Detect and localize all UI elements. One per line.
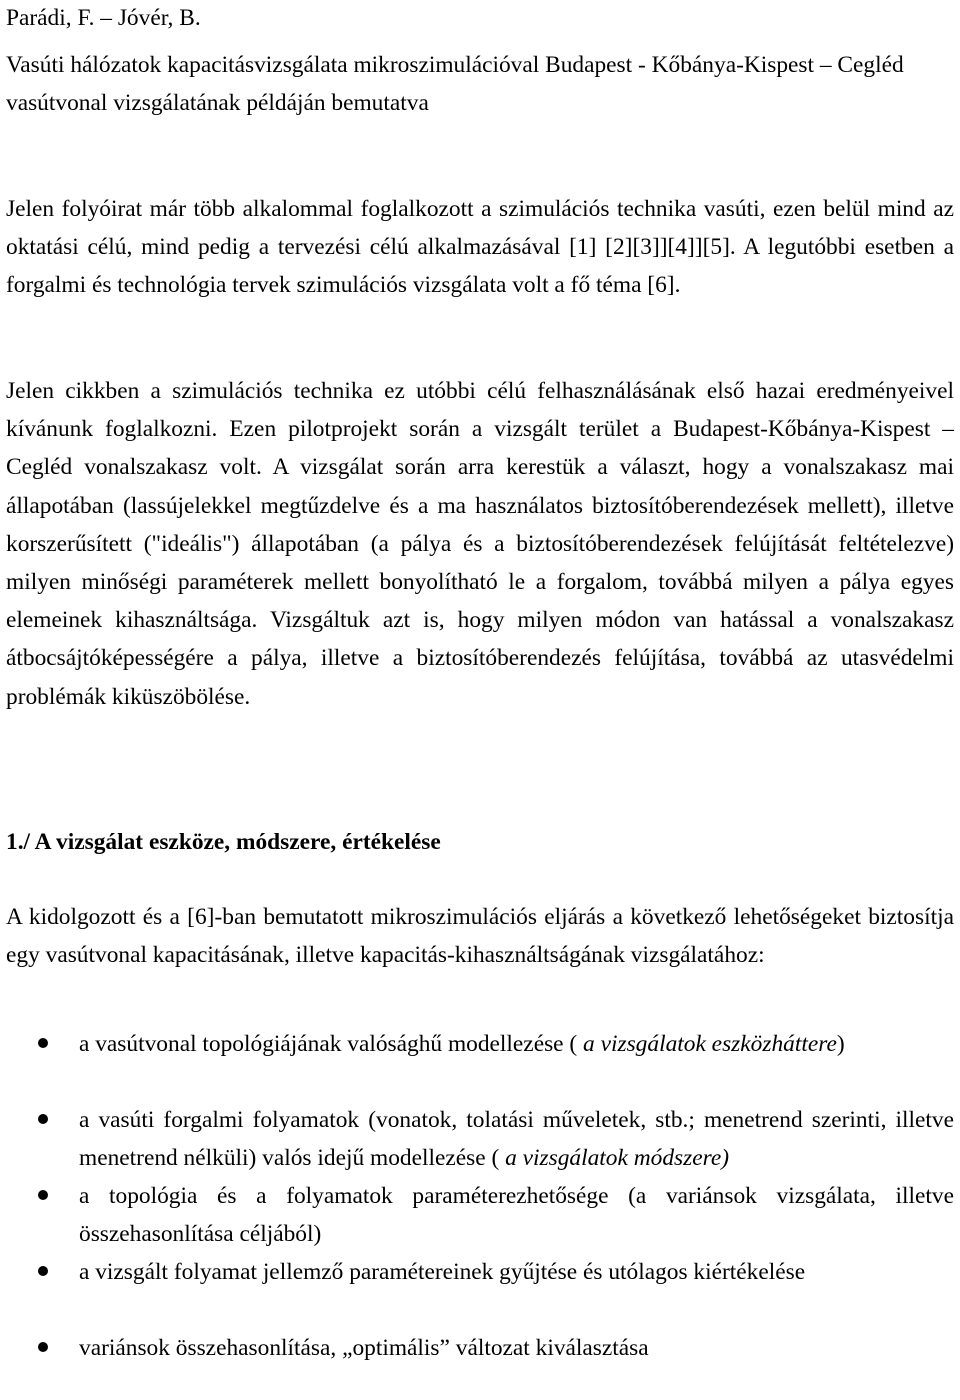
article-title: Vasúti hálózatok kapacitásvizsgálata mikroszimulációval Budapest - Kőbánya-Kispest – Cegléd vasútvonal vizsgálatának példáján bemutatva: [6, 52, 904, 116]
list-item-italic: a vizsgálatok módszere): [505, 1145, 730, 1172]
capability-list: [6, 1025, 954, 1367]
list-item: [6, 1177, 954, 1253]
section-heading: 1./ A vizsgálat eszköze, módszere, értékelése: [6, 829, 441, 855]
bullet-icon: [38, 1114, 48, 1124]
list-item: [6, 1329, 954, 1367]
list-item-text: a vasúti forgalmi folyamatok (vonatok, tolatási műveletek, stb.; menetrend szerinti, illetve menetrend nélküli) valós idejű modellezése (: [79, 1107, 954, 1172]
list-item-text: variánsok összehasonlítása, „optimális” változat kiválasztása: [79, 1335, 649, 1361]
intro-paragraph: Jelen folyóirat már több alkalommal foglalkozott a szimulációs technika vasúti, ezen belül mind az oktatási célú, mind pedig a tervezési célú alkalmazásával [1] [2][3]][4]][5]. A legutóbbi esetben a forgalmi és technológia tervek szimulációs vizsgálata volt a fő téma [6].: [6, 196, 954, 299]
list-item-italic: a vizsgálatok eszközháttere: [583, 1031, 837, 1057]
list-item-text: a vizsgált folyamat jellemző paramétereinek gyűjtése és utólagos kiértékelése: [79, 1259, 806, 1285]
body-paragraph: Jelen cikkben a szimulációs technika ez utóbbi célú felhasználásának első hazai eredményeivel kívánunk foglalkozni. Ezen pilotprojekt során a vizsgált terület a Budapest-Kőbánya-Kispest – Cegléd vonalszakasz volt. A vizsgálat során arra kerestük a választ, hogy a vonalszakasz mai állapotában (lassújelekkel megtűzdelve és a ma használatos biztosítóberendezések mellett), illetve korszerűsített ("ideális") állapotában (a pálya és a biztosítóberendezések felújítását feltételezve) milyen minőségi paraméterek mellett bonyolítható le a forgalom, továbbá milyen a pálya egyes elemeinek kihasználtsága. Vizsgáltuk azt is, hogy milyen módon van hatással a vonalszakasz átbocsájtóképességére a pálya, illetve a biztosítóberendezés felújítása, továbbá az utasvédelmi problémák kiküszöbölése.: [6, 378, 954, 710]
list-item-text: a topológia és a folyamatok paraméterezhetősége (a variánsok vizsgálata, illetve összehasonlítása céljából): [79, 1183, 954, 1248]
list-item: [6, 1101, 954, 1177]
bullet-icon: [38, 1342, 48, 1352]
list-item-text-end: ): [836, 1031, 845, 1057]
list-item: [6, 1253, 954, 1329]
method-paragraph: A kidolgozott és a [6]-ban bemutatott mikroszimulációs eljárás a következő lehetőségeket biztosítja egy vasútvonal kapacitásának, illetve kapacitás-kihasználtságának vizsgálatához:: [6, 904, 954, 969]
list-item: [6, 1025, 954, 1101]
list-item-text: a vasútvonal topológiájának valósághű modellezése (: [79, 1031, 584, 1057]
bullet-icon: [38, 1190, 48, 1200]
bullet-icon: [38, 1266, 48, 1276]
authors-line: Parádi, F. – Jóvér, B.: [6, 5, 201, 31]
bullet-icon: [38, 1038, 48, 1048]
